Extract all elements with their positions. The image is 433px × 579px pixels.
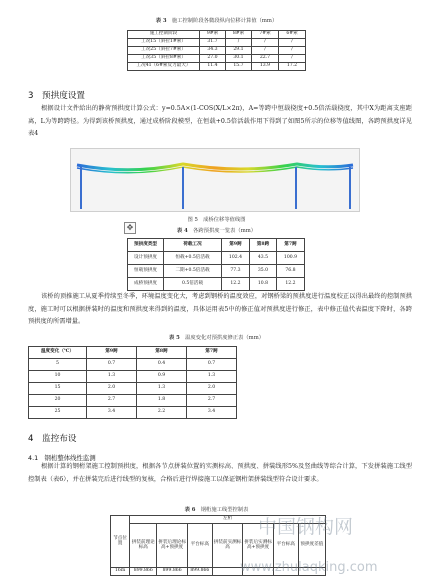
table3-header-cell: 7#索 xyxy=(252,31,279,39)
table-row xyxy=(128,63,306,71)
figure5-displacement-contour xyxy=(70,148,360,212)
table6-cell: 899.866 xyxy=(130,568,157,576)
table3-cell: 15.7 xyxy=(226,63,252,71)
plot-background xyxy=(71,149,359,211)
table5-caption xyxy=(0,333,433,341)
table6-header-cell: 拼装前实测标高 xyxy=(212,524,243,568)
table3-cell: 11.4 xyxy=(200,63,226,71)
table6-caption-number: 表 6 xyxy=(184,507,196,513)
table4-cell: 35.0 xyxy=(250,265,277,278)
table3-cell: 13.9 xyxy=(252,63,279,71)
table5-cell: 1.3 xyxy=(137,383,187,395)
section4-paragraph: 根据计算的钢桁架施工控制预拱度，根据各节点拼装位置的实测标高、预拱度、拼装线形5%及竖曲线等综合计算，下发拼装施工线型控制表（表6），并在拼装完后进行线型的复核，合格后进行焊接施工以保证钢桁架拼装线型符合设计要求。 xyxy=(28,463,412,483)
pier xyxy=(80,167,82,209)
table4-cell: 恒载+0.5倍活载 xyxy=(164,252,222,265)
table6-group-header: 左桁 xyxy=(130,516,326,524)
table4-cell: 43.5 xyxy=(250,252,277,265)
table5-cell: 2.7 xyxy=(187,395,237,407)
table5-cell: 0.4 xyxy=(137,359,187,371)
table-row xyxy=(128,55,306,63)
table5-cell: 0.7 xyxy=(187,359,237,371)
table5-cell: 0.7 xyxy=(87,359,137,371)
table6-caption-text: 钢桁施工线型控制表 xyxy=(200,507,249,513)
table3-cell: / xyxy=(252,39,279,47)
table5 xyxy=(28,346,237,419)
table4-cell: 成桥预拱度 xyxy=(128,278,164,291)
table6-header-cell: 预拱度差值 xyxy=(298,524,325,568)
table-row xyxy=(128,265,305,278)
table6-header-cell: 拼装前理论标高 xyxy=(130,524,157,568)
table4-header-cell: 第7跨 xyxy=(277,239,305,252)
table3-caption-text: 施工控制阶段各微段纵向位移计算值（mm） xyxy=(171,18,278,24)
table3-cell: / xyxy=(252,47,279,55)
table4-header-cell: 预拱度类型 xyxy=(128,239,164,252)
table4-cell: 12.2 xyxy=(222,278,250,291)
table3-cell: 29.1 xyxy=(226,47,252,55)
table3-cell: / xyxy=(279,39,306,47)
table5-cell: 25 xyxy=(29,407,87,419)
table-row xyxy=(29,359,237,371)
table-row xyxy=(29,407,237,419)
table5-cell: 2.7 xyxy=(87,395,137,407)
table6-header-cell: 拼装后实测标高+预拱度 xyxy=(243,524,274,568)
table5-cell: 10 xyxy=(29,371,87,383)
table-row xyxy=(128,252,305,265)
watermark-url: www.zhulaqking.com xyxy=(240,560,378,575)
table6-caption xyxy=(0,505,433,513)
table3-header-cell: 9#索 xyxy=(200,31,226,39)
figure5-caption: 图 5 成桥位移等值线图 xyxy=(187,217,246,223)
pier xyxy=(349,167,351,209)
table-row xyxy=(29,371,237,383)
contour-plot-graphic xyxy=(71,149,359,211)
section4-heading: 4 监控布设 xyxy=(28,434,77,444)
table6-cell: 899.866 xyxy=(187,568,212,576)
table4-cell: 100.9 xyxy=(277,252,305,265)
table5-cell: 2.0 xyxy=(87,383,137,395)
table5-cell: 1.3 xyxy=(187,371,237,383)
table5-cell: 20 xyxy=(29,395,87,407)
table5-cell: 15 xyxy=(29,383,87,395)
table4-caption-number: 表 4 xyxy=(176,228,188,234)
table3-cell: 34.3 xyxy=(200,47,226,55)
table6-cell: 899.866 xyxy=(157,568,188,576)
table6-header-cell: 平台标高 xyxy=(273,524,298,568)
table-row xyxy=(128,278,305,291)
table5-cell: 1.8 xyxy=(137,395,187,407)
table-row xyxy=(128,39,306,47)
table-row xyxy=(128,47,306,55)
section3-heading: 3 预拱度设置 xyxy=(28,91,86,101)
table6-cell xyxy=(212,568,243,576)
table4-header-cell: 荷载工况 xyxy=(164,239,222,252)
table4-cell: 二期+0.5倍活载 xyxy=(164,265,222,278)
table3-cell: 工况25（斜拉7#索） xyxy=(128,47,200,55)
table4-header-row xyxy=(128,239,305,252)
table3-header-row xyxy=(128,31,306,39)
table3-cell: 22.7 xyxy=(252,55,279,63)
table-row xyxy=(29,395,237,407)
table5-header-row xyxy=(29,347,237,359)
table5-cell: 5 xyxy=(29,359,87,371)
pier xyxy=(295,167,297,209)
table6-header-cell: 平台标高 xyxy=(187,524,212,568)
table5-caption-text: 温度变化对预拱度修正表（mm） xyxy=(185,335,265,341)
table5-header-cell: 温度变化（℃） xyxy=(29,347,87,359)
temperature-paragraph: 该桥的顶推施工从夏季持续至冬季，环境温度变化大，考虑到钢桥的温度效应，对钢桥梁的预拱度进行温度校正以得出最终的控制预拱度，施工时可以根据拼装时的温度和预拱度来得到的温度，具体运用表5中的修正值对预拱度进行修正，表中修正值代表温度下降时，各跨预拱度的所需增量。 xyxy=(28,293,412,326)
table3-cell: 工况41（6#索反力最大） xyxy=(128,63,200,71)
table4-header-cell: 第9跨 xyxy=(222,239,250,252)
watermark-cn: 中国钢构网 xyxy=(258,516,354,538)
table5-cell: 2.0 xyxy=(187,383,237,395)
table3 xyxy=(127,30,306,71)
table3-cell: 工况15（斜拉1#索） xyxy=(128,39,200,47)
pier xyxy=(182,167,184,209)
table3-header-cell: 6#索 xyxy=(279,31,306,39)
table4-header-cell: 第8跨 xyxy=(250,239,277,252)
table4-caption-text: 各跨预拱度一览表（mm） xyxy=(193,228,257,234)
table4-cell: 10.8 xyxy=(250,278,277,291)
table4-cell: 恒载预拱度 xyxy=(128,265,164,278)
table3-cell: 30.1 xyxy=(226,55,252,63)
table3-caption xyxy=(0,16,433,24)
table3-header-cell: 施工控制阶段 xyxy=(128,31,200,39)
table3-cell: 27.0 xyxy=(200,55,226,63)
table3-cell: 31.7 xyxy=(200,39,226,47)
table5-cell: 3.4 xyxy=(187,407,237,419)
table5-header-cell: 第8跨 xyxy=(137,347,187,359)
table3-cell: / xyxy=(279,55,306,63)
table3-header-cell: 8#索 xyxy=(226,31,252,39)
table5-header-cell: 第9跨 xyxy=(87,347,137,359)
table5-cell: 1.3 xyxy=(87,371,137,383)
table4-cell: 102.4 xyxy=(222,252,250,265)
table4-cell: 76.8 xyxy=(277,265,305,278)
table5-cell: 2.2 xyxy=(137,407,187,419)
table-row xyxy=(29,383,237,395)
table4-cell: 77.3 xyxy=(222,265,250,278)
table5-header-cell: 第7跨 xyxy=(187,347,237,359)
table6-header-cell: 拼装后理论标高+预拱度 xyxy=(157,524,188,568)
move-cross-icon[interactable]: ✥ xyxy=(124,222,136,234)
table3-cell: 工况35（斜拉8#索） xyxy=(128,55,200,63)
table5-cell: 0.9 xyxy=(137,371,187,383)
table4-cell: 设计预拱度 xyxy=(128,252,164,265)
table4-caption xyxy=(0,226,433,234)
table3-caption-number: 表 3 xyxy=(155,18,167,24)
table6-node-header: 节点位置 xyxy=(111,516,130,568)
table3-cell: / xyxy=(226,39,252,47)
section4-1-heading: 4.1 钢桁整体线性监测 xyxy=(28,454,96,462)
table4-cell: 12.2 xyxy=(277,278,305,291)
table5-caption-number: 表 5 xyxy=(168,335,180,341)
table3-cell: 17.2 xyxy=(279,63,306,71)
table6-cell: 16m xyxy=(111,568,130,576)
table5-cell: 3.4 xyxy=(87,407,137,419)
table4 xyxy=(127,238,305,291)
table4-cell: 0.5倍活载 xyxy=(164,278,222,291)
section3-paragraph: 根据设计文件給出的静荷预拱度计算公式：y=0.5A×(1-COS(X/L×2π)，A=等跨中恒载挠度+0.5倍活载挠度，其中X为距离支座距离，L为等跨跨径。为得到该桥预拱度，通过成桥阶段模型，在恒载+0.5倍活载作用下得到了如图5所示的位移等值线图，各跨预拱度详见表4 xyxy=(28,105,412,138)
table3-cell: / xyxy=(279,47,306,55)
